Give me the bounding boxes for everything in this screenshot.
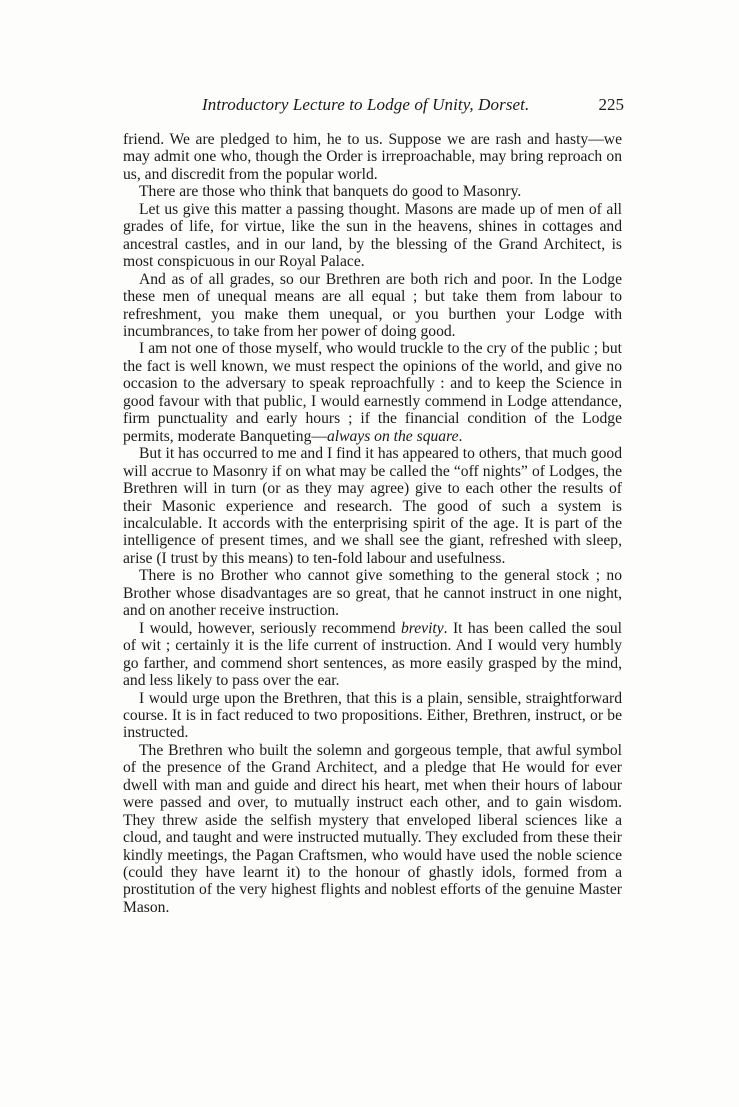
- paragraph-1: friend. We are pledged to him, he to us. Suppose we are rash and hasty—we may admit one who, though the Order is irreproachable, may bring reproach on us, and discredit from the popular world.: [123, 131, 622, 183]
- page-number: 225: [598, 95, 624, 114]
- paragraph-8-before: I would, however, seriously recommend: [139, 619, 401, 637]
- paragraph-10: The Brethren who built the solemn and gorgeous temple, that awful symbol of the presence of the Grand Architect, and a pledge that He would for ever dwell with man and guide and direct his heart, met when their hours of labour were passed and over, to mutually instruct each other, and to gain wisdom. They threw aside the selfish mystery that enveloped liberal sciences like a cloud, and taught and were instructed mutually. They excluded from these their kindly meetings, the Pagan Craftsmen, who would have used the noble science (could they have learnt it) to the honour of ghastly idols, formed from a prostitution of the very highest flights and noblest efforts of the genuine Master Mason.: [123, 741, 622, 916]
- paragraph-7: There is no Brother who cannot give something to the general stock ; no Brother whose disadvantages are so great, that he cannot instruct in one night, and on another receive instruction.: [123, 567, 622, 620]
- running-title: Introductory Lecture to Lodge of Unity, Dorset.: [202, 95, 530, 114]
- body-text: [123, 131, 622, 916]
- paragraph-5-text: I am not one of those myself, who would truckle to the cry of the public ; but the fact is well known, we must respect the opinions of the world, and give no occasion to the adversary to speak reproachfully : and to keep the Science in good favour with that public, I would earnestly commend in Lodge attendance, firm punctuality and early hours ; if the financial condition of the Lodge permits, moderate Banqueting—: [123, 340, 622, 445]
- paragraph-4: And as of all grades, so our Brethren are both rich and poor. In the Lodge these men of unequal means are all equal ; but take them from labour to refreshment, you make them unequal, or you burthen your Lodge with incumbrances, to take from her power of doing good.: [123, 270, 622, 340]
- paragraph-8-text: . It has been called the soul of wit ; certainly it is the life current of instruction. And I would very humbly go farther, and commend short sentences, as more easily grasped by the mind, and less likely to pass over the ear.: [123, 619, 622, 690]
- paragraph-6: But it has occurred to me and I find it has appeared to others, that much good will accrue to Masonry if on what may be called the “off nights” of Lodges, the Brethren will in turn (or as they may agree) give to each other the results of their Masonic experience and research. The good of such a system is incalculable. It accords with the enterprising spirit of the age. It is part of the intelligence of present times, and we shall see the giant, refreshed with sleep, arise (I trust by this means) to ten-fold labour and usefulness.: [123, 445, 622, 567]
- paragraph-8-emphasis: brevity: [400, 619, 444, 637]
- paragraph-5: [123, 340, 622, 445]
- running-head: [120, 92, 624, 118]
- paragraph-2: There are those who think that banquets do good to Masonry.: [139, 183, 522, 201]
- paragraph-9: I would urge upon the Brethren, that this is a plain, sensible, straightforward course. It is in fact reduced to two propositions. Either, Brethren, instruct, or be instructed.: [123, 689, 622, 742]
- paragraph-3: Let us give this matter a passing thought. Masons are made up of men of all grades of life, for virtue, like the sun in the heavens, shines in cottages and ancestral castles, and in our land, by the blessing of the Grand Architect, is most conspicuous in our Royal Palace.: [123, 200, 622, 271]
- paragraph-8: [123, 620, 622, 690]
- paragraph-5-after: .: [458, 427, 463, 445]
- paragraph-5-emphasis: always on the square: [326, 427, 459, 445]
